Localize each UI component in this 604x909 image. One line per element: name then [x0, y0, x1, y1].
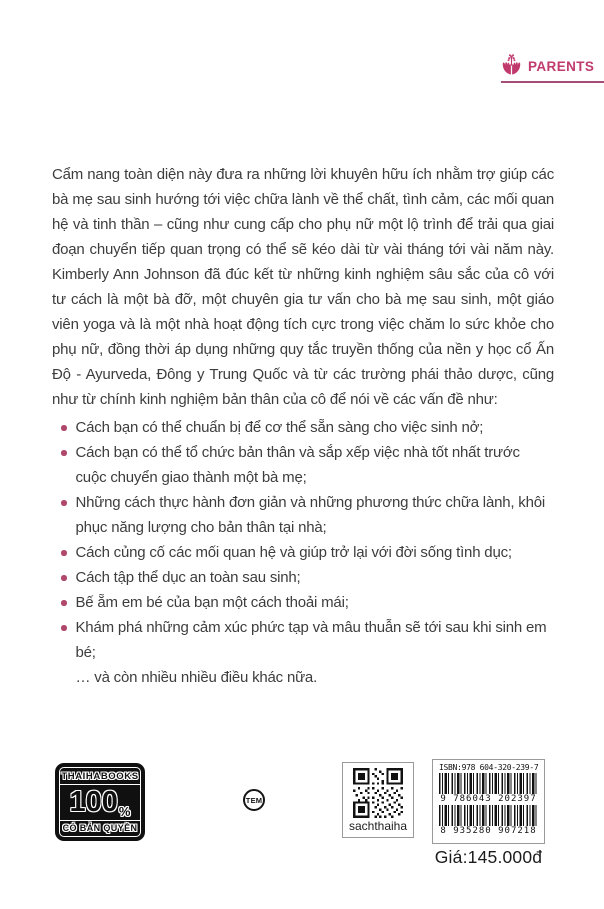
price-label: Giá:145.000đ [434, 847, 543, 867]
list-item-text: Cách bạn có thể tổ chức bản thân và sắp xếp việc nhà tốt nhất trước cuộc chuyển giao thành một bà mẹ; [75, 444, 520, 486]
qr-code-box [342, 762, 414, 838]
list-item [52, 540, 554, 565]
barcode-digits-top: 9 786043 202397 [440, 794, 537, 804]
brand-name: PARENTS [528, 58, 595, 74]
thaihabooks-copyright-stamp [55, 763, 145, 841]
qr-code-icon [353, 768, 403, 818]
bullet-dot-icon [61, 550, 67, 556]
back-cover-text [52, 162, 554, 690]
barcode-bars-bottom [439, 805, 538, 826]
tem-label: TEM [245, 795, 263, 805]
list-item-text: Bế ẵm em bé của bạn một cách thoải mái; [75, 594, 349, 611]
stamp-percent-sign: % [118, 804, 131, 819]
bullet-dot-icon [61, 625, 67, 631]
list-item [52, 440, 554, 490]
bullet-dot-icon [61, 575, 67, 581]
bullet-dot-icon [61, 450, 67, 456]
list-item-text: Cách bạn có thể chuẩn bị để cơ thể sẵn sàng cho việc sinh nở; [75, 419, 484, 436]
qr-caption: sachthaiha [348, 819, 408, 833]
list-item [52, 490, 554, 540]
stamp-percent-value: 100 [69, 786, 118, 818]
blurb-paragraph: Cẩm nang toàn diện này đưa ra những lời khuyên hữu ích nhằm trợ giúp các bà mẹ sau sinh hướng tới việc chữa lành về thể chất, tình cảm, các mối quan hệ và tinh thần – cũng như cung cấp cho phụ nữ một lộ trình để trải qua giai đoạn chuyển tiếp quan trọng có thể sẽ kéo dài từ vài tháng tới vài năm này. Kimberly Ann Johnson đã đúc kết từ những kinh nghiệm sâu sắc của cô với tư cách là một bà đỡ, một chuyên gia tư vấn cho bà mẹ sau sinh, một giáo viên yoga và là một nhà hoạt động tích cực trong việc chăm lo sức khỏe cho phụ nữ, đồng thời áp dụng những quy tắc truyền thống của nền y học cổ Ấn Độ - Ayurveda, Đông y Trung Quốc và từ các trường phái thảo dược, cũng như từ chính kinh nghiệm bản thân của cô để nói về các vấn đề như: [52, 166, 554, 408]
bullet-dot-icon [61, 600, 67, 606]
stamp-percent-row [60, 785, 140, 820]
stamp-license-text: CÓ BẢN QUYỀN [60, 820, 140, 836]
list-item [52, 565, 554, 590]
list-item-text: Khám phá những cảm xúc phức tạp và mâu thuẫn sẽ tới sau khi sinh em bé; [75, 619, 547, 661]
bullet-dot-icon [61, 500, 67, 506]
barcode-digits-bottom: 8 935280 907218 [440, 826, 537, 836]
topics-list [52, 415, 554, 665]
closing-line: … và còn nhiều nhiều điều khác nữa. [75, 669, 318, 686]
parents-brand-logo [501, 52, 594, 76]
stamp-publisher: THAIHABOOKS [60, 768, 140, 785]
list-item [52, 415, 554, 440]
bullet-dot-icon [61, 425, 67, 431]
brand-underline [501, 81, 604, 83]
list-item-text: Những cách thực hành đơn giản và những phương thức chữa lành, khôi phục năng lượng cho bản thân tại nhà; [75, 494, 546, 536]
isbn-label: ISBN:978 604-320-239-7 [439, 763, 539, 772]
list-item [52, 590, 554, 615]
stamp-inner-frame [59, 767, 141, 837]
hands-holding-plant-icon [501, 52, 522, 76]
isbn-barcode-box [432, 759, 545, 844]
list-item [52, 615, 554, 665]
list-item-text: Cách củng cố các mối quan hệ và giúp trở lại với đời sống tình dục; [75, 544, 512, 561]
barcode-bars-top [439, 773, 538, 794]
tem-seal-icon [243, 789, 265, 811]
list-item-text: Cách tập thể dục an toàn sau sinh; [75, 569, 301, 586]
